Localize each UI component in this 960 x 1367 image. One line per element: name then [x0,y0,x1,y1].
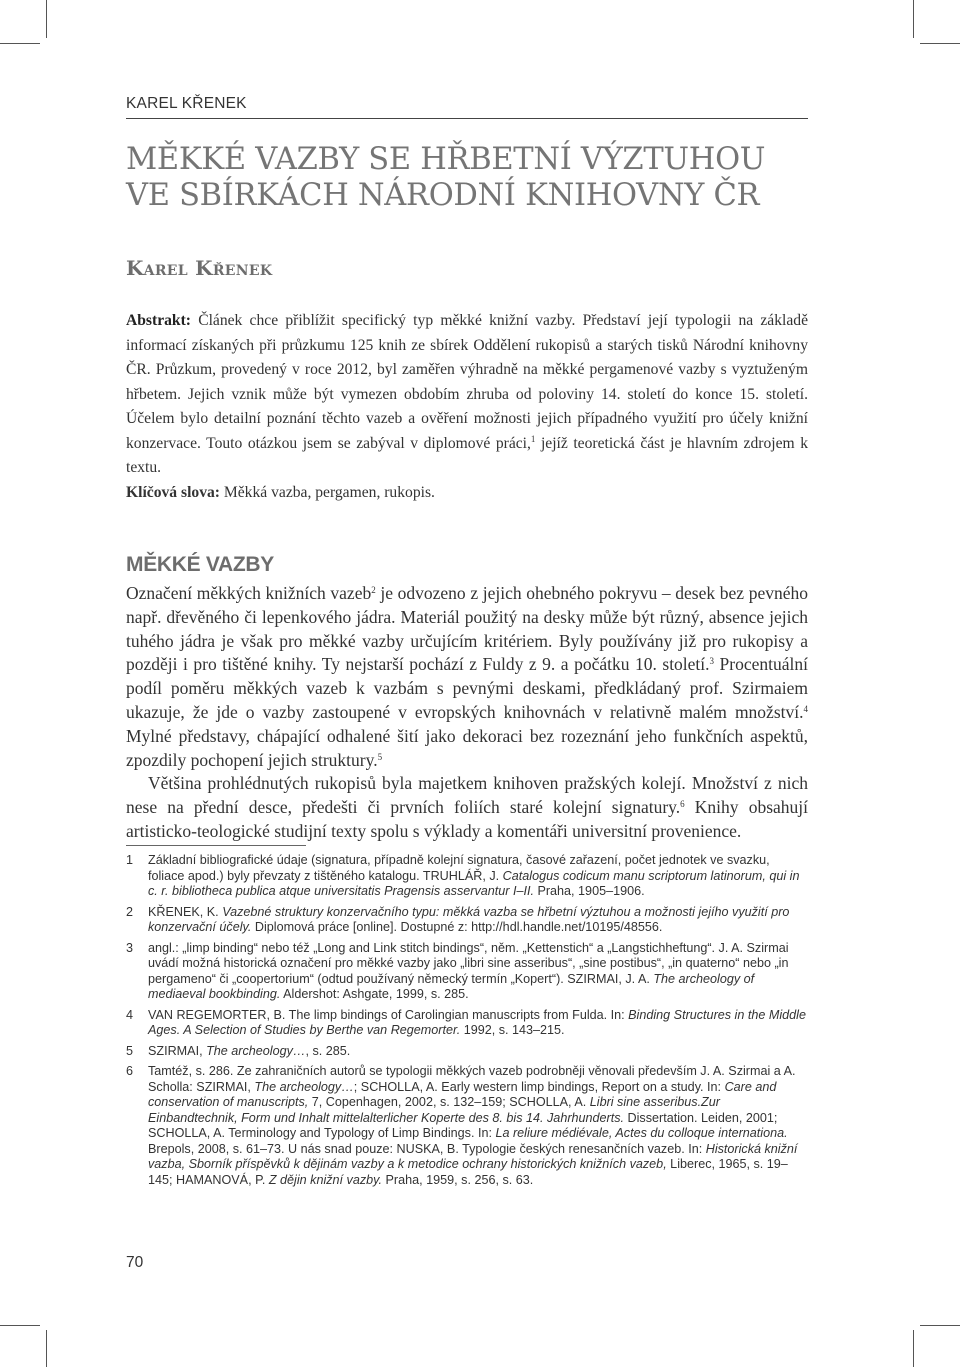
text-run: 7, Copenhagen, 2002, s. 132–159; SCHOLLA, A. [308,1095,590,1109]
footnote-ref: 1 [530,433,536,444]
text-run: Knihy obsahují artisticko-teologické studijní texty spolu s výklady a komentáři universitní provenience. [126,797,808,841]
footnote-text [148,1008,808,1039]
crop-mark [46,0,47,38]
italic-run: Historická knižní vazba, Sborník příspěvků k dějinám vazby a k metodice ochrany historických knižních vazeb, [148,1141,798,1171]
footnote-number: 2 [126,904,134,919]
section-title: MĚKKÉ VAZBY [126,553,274,576]
footnote-text [148,905,808,936]
crop-mark [913,1330,914,1367]
footnotes [126,853,808,1193]
running-head: KAREL KŘENEK [126,95,808,119]
footnote-number: 1 [126,853,134,867]
footnote-ref: 5 [377,751,383,762]
text-run: VAN REGEMORTER, B. The limp bindings of Carolingian manuscripts from Fulda. In: [148,1007,629,1022]
page-number: 70 [126,1254,144,1271]
text-run: Liberec, 1965, s. 19–145; HAMANOVÁ, P. [148,1157,788,1187]
italic-run: Care and conservation of manuscripts, [148,1079,777,1109]
footnote-ref: 3 [709,656,715,667]
footnote-divider [126,845,306,846]
footnote [126,1064,808,1188]
italic-run: Catalogus codicum manu scriptorum latinorum, qui in c. r. bibliotheca publica atque universitatis Pragensis asservantur I–II. [148,868,800,898]
text-run: KŘENEK, K. [148,904,223,919]
footnote-text [148,1064,808,1188]
keywords-text: Měkká vazba, pergamen, rukopis. [220,484,435,501]
crop-mark [0,43,40,44]
text-run: Diplomová práce [online]. Dostupné z: http://hdl.handle.net/10195/48556. [251,920,663,934]
footnote-text [148,853,808,900]
footnote-ref: 6 [680,799,685,810]
italic-run: The archeology of mediaeval bookbinding. [148,971,755,1001]
italic-run: Libri sine asseribus.Zur Einbandtechnik, Form und Inhalt mittelalterlicher Koperte des 8. bis 14. Jahrhunderts. [148,1095,720,1125]
paragraph [126,772,808,843]
crop-mark [913,0,914,38]
footnote-number: 4 [126,1007,134,1022]
paragraph [126,582,808,772]
text-run: Praha, 1959, s. 256, s. 63. [382,1172,534,1187]
text-run: Dissertation. Leiden, 2001; SCHOLLA, A. Terminology and Typology of Limp Bindings. In: [148,1110,778,1140]
crop-mark [46,1330,47,1367]
author-name: Karel Křenek [126,256,273,280]
footnote-number: 6 [126,1064,134,1078]
text-run: Aldershot: Ashgate, 1999, s. 285. [280,987,469,1001]
footnote-text [148,1044,808,1060]
abstract-text: jejíž teoretická část je hlavním zdrojem k textu. [126,434,808,476]
abstract-label: Abstrakt: [126,312,191,329]
footnote [126,1044,808,1060]
footnote [126,905,808,936]
text-run: je odvozeno z jejich ohebného pokryvu – desek bez pevného např. dřevěného či lepenkového jádra. Materiál použitý na desky může být různý, absence jejich tuhého jádra je však pro měkké vazby určujícím kritériem. Byly používány již pro rukopisy a později i pro tištěné knihy. Ty nejstarší pochází z Fuldy z 9. a počátku 10. století. [126,583,808,675]
footnote [126,941,808,1003]
keywords-label: Klíčová slova: [126,484,220,501]
text-run: Praha, 1905–1906. [533,884,645,898]
footnote [126,1008,808,1039]
footnote-ref: 4 [803,703,808,714]
italic-run: The archeology… [206,1043,306,1058]
keywords [126,481,808,505]
text-run: Základní bibliografické údaje (signatura, případně kolejní signatura, časové zařazení, počet jednotek ve svazku, foliace apod.) byly převzaty z tištěného katalogu. TRUHLÁŘ, J. [148,853,770,883]
footnote [126,853,808,900]
title-line: MĚKKÉ VAZBY SE HŘBETNÍ VÝZTUHOU [126,142,766,177]
text-run: SZIRMAI, [148,1043,207,1058]
footnote-number: 5 [126,1043,134,1058]
text-run: ; SCHOLLA, A. Early western limp bindings, Report on a study. In: [353,1079,725,1094]
crop-mark [0,1325,40,1326]
crop-mark [920,43,960,44]
footnote-number: 3 [126,940,134,955]
abstract [126,309,808,481]
italic-run: Binding Structures in the Middle Ages. A Selection of Studies by Berthe van Regemorter. [148,1007,806,1037]
abstract-text: Článek chce přiblížit specifický typ měkké knižní vazby. Představí její typologii na základě informací získaných při průzkumu 125 knih ze sbírek Oddělení rukopisů a starých tisků Národní knihovny ČR. Průzkum, provedený v roce 2012, byl zaměřen výhradně na měkké pergamenové vazby s vyztuženým hřbetem. Jejich vznik může být vymezen obdobím zhruba od poloviny 14. století do konce 15. století. Účelem bylo detailní poznání těchto vazeb a ověření možnosti jejich případného využití pro účely knižní konzervace. Touto otázkou jsem se zabýval v diplomové práci, [126,312,808,452]
text-run: Označení měkkých knižních vazeb [126,583,372,603]
text-run: Většina prohlédnutých rukopisů byla majetkem knihoven pražských kolejí. Množství z nich nese na přední desce, předešti či prvních foliích staré kolejní signatury. [126,773,808,818]
text-run: angl.: „limp binding“ nebo též „Long and Link stitch bindings“, něm. „Kettenstich“ a „Langstichheftung“. J. A. Szirmai uvádí možná historická označení pro měkké vazby jako „libri sine asseribus“, „sine postibus“, „in quaterno“ nebo „in pergameno“ či „coopertorium“ (odtud používaný německý termín „Kopert“). SZIRMAI, J. A. [148,940,789,986]
title-line: VE SBÍRKÁCH NÁRODNÍ KNIHOVNY ČR [126,178,760,213]
text-run: , s. 285. [305,1043,351,1058]
crop-mark [920,1325,960,1326]
italic-run: Z dějin knižní vazby. [268,1172,383,1187]
footnote-text [148,941,808,1003]
italic-run: La reliure médiévale, Actes du colloque internationa. [495,1126,788,1140]
text-run: Mylné představy, chápající odhalené šití jako dekoraci bez rozeznání jeho funkčních aspektů, zpozdily pochopení jejich struktury. [126,725,808,770]
text-run: Tamtéž, s. 286. Ze zahraničních autorů se typologii měkkých vazeb podrobněji věnovali především J. A. Szirmai a A. Scholla: SZIRMAI, [148,1064,796,1094]
text-run: 1992, s. 143–215. [460,1023,565,1037]
text-run: Brepols, 2008, s. 61–73. U nás snad pouze: NUSKA, B. Typologie českých renesančních vazeb. In: [148,1141,706,1156]
footnote-ref: 2 [371,585,376,595]
article-title [126,142,808,214]
body-text [126,582,808,844]
italic-run: The archeology… [254,1079,354,1094]
text-run: Procentuální podíl poměru měkkých vazeb k vazbám s pevnými deskami, předkládaný prof. Szirmaiem ukazuje, že jde o vazby zastoupené v evropských knihovnách v relativně malém množství. [126,654,808,722]
italic-run: Vazebné struktury konzervačního typu: měkká vazba se hřbetní výztuhou a možnosti jejího využití pro konzervační účely. [148,904,790,934]
